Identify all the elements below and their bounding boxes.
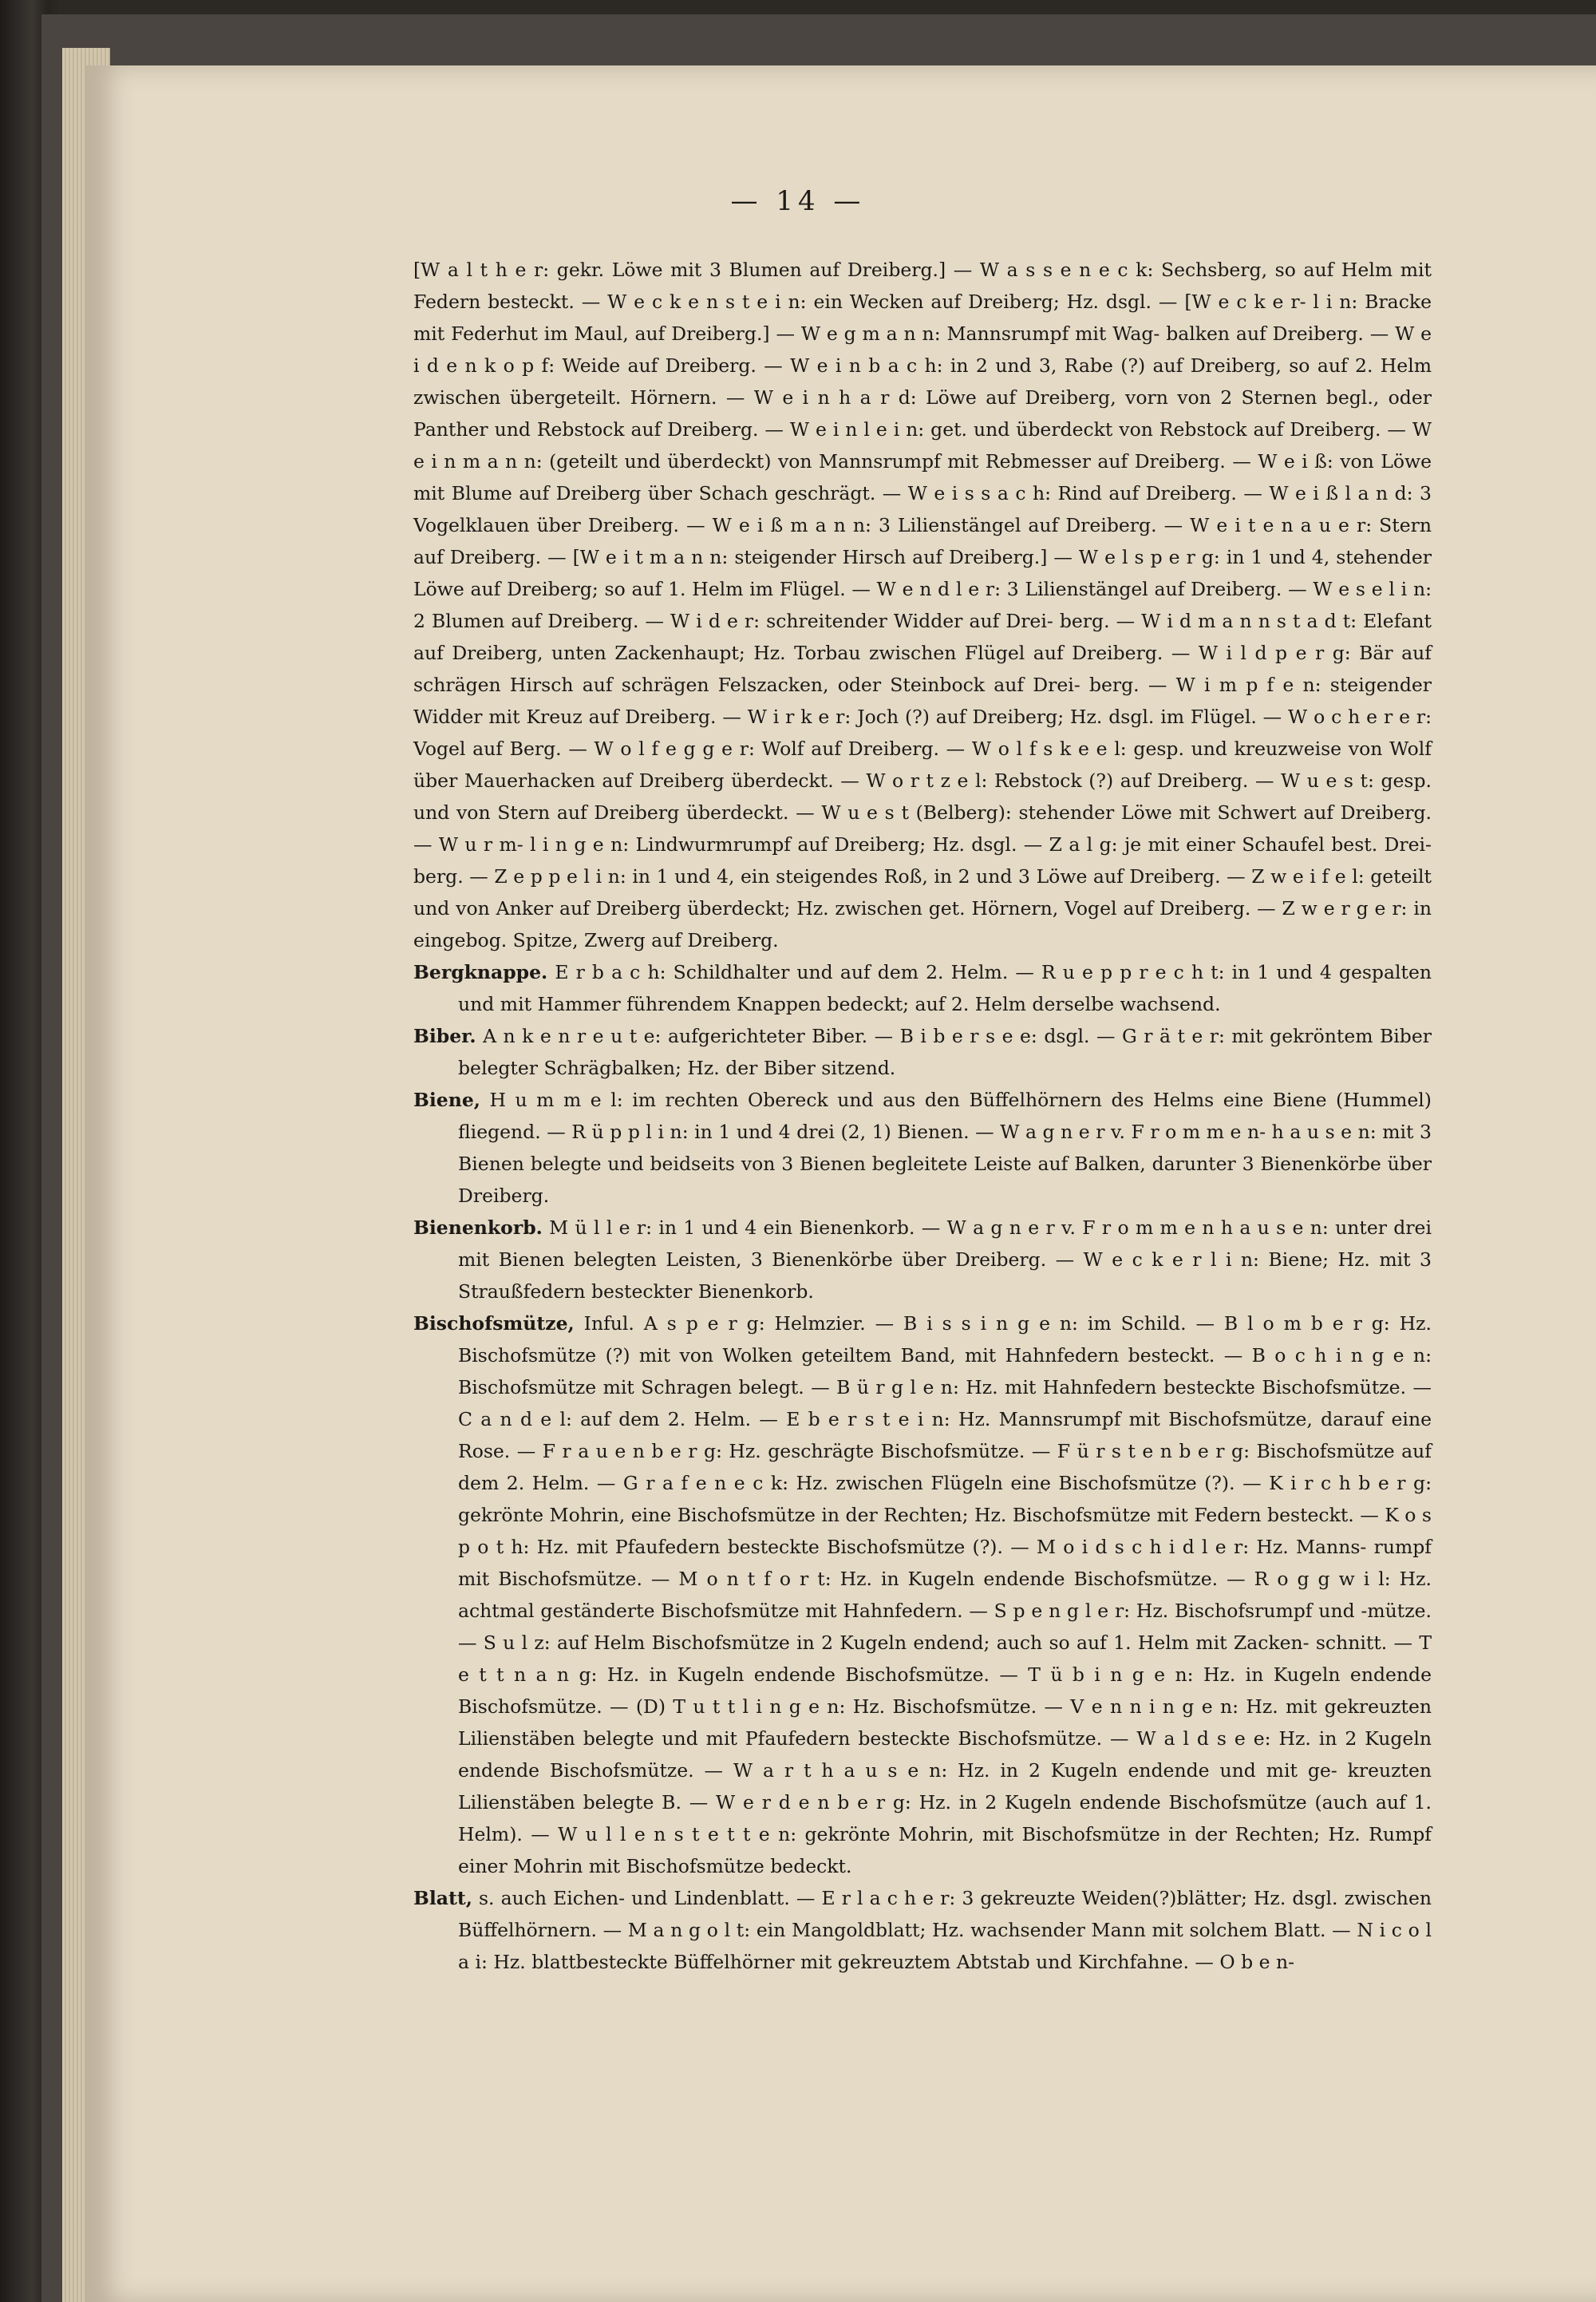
entry-text: H u m m e l: im rechten Obereck und aus den Büffelhörnern des Helms eine Biene (Hummel) fliegend. — R ü p p l i n: in 1 und 4 drei (2, 1) Bienen. — W a g n e r v. F r o m m e n- h a u s e n: mit 3 Bienen belegte und beidseits von 3 Bienen begleitete Leiste auf Balken, darunter 3 Bienenkörbe über Dreiberg. xyxy=(458,1089,1432,1207)
entry-paragraph xyxy=(413,1084,1432,1212)
entry-heading: Bischofsmütze, xyxy=(413,1312,575,1335)
entry-paragraph xyxy=(413,254,1432,956)
entry-text: s. auch Eichen- und Lindenblatt. — E r l a c h e r: 3 gekreuzte Weiden(?)blätter; Hz. dsgl. zwischen Büffelhörnern. — M a n g o l t: ein Mangoldblatt; Hz. wachsender Mann mit solchem Blatt. — N i c o l a i: Hz. blattbesteckte Büffelhörner mit gekreuztem Abtstab und Kirchfahne. — O b e n- xyxy=(458,1887,1432,1973)
page-text xyxy=(413,254,1432,2026)
page-number: — 14 — xyxy=(730,185,866,217)
entry-paragraph xyxy=(413,1307,1432,1882)
entry-text: M ü l l e r: in 1 und 4 ein Bienenkorb. — W a g n e r v. F r o m m e n h a u s e n: unter drei mit Bienen belegten Leisten, 3 Bienenkörbe über Dreiberg. — W e c k e r l i n: Biene; Hz. mit 3 Straußfedern besteckter Bienenkorb. xyxy=(458,1216,1432,1303)
entry-text: A n k e n r e u t e: aufgerichteter Biber. — B i b e r s e e: dsgl. — G r ä t e r: mit gekröntem Biber belegter Schrägbalken; Hz. der Biber sitzend. xyxy=(458,1025,1432,1079)
entry-heading: Blatt, xyxy=(413,1887,472,1909)
entry-text: E r b a c h: Schildhalter und auf dem 2. Helm. — R u e p p r e c h t: in 1 und 4 gespalten und mit Hammer führendem Knappen bedeckt; auf 2. Helm derselbe wachsend. xyxy=(458,961,1432,1015)
entry-text: Inful. A s p e r g: Helmzier. — B i s s i n g e n: im Schild. — B l o m b e r g: Hz. Bischofsmütze (?) mit von Wolken geteiltem Band, mit Hahnfedern besteckt. — B o c h i n g e n: Bischofsmütze mit Schragen belegt. — B ü r g l e n: Hz. mit Hahnfedern besteckte Bischofsmütze. — C a n d e l: auf dem 2. Helm. — E b e r s t e i n: Hz. Mannsrumpf mit Bischofsmütze, darauf eine Rose. — F r a u e n b e r g: Hz. geschrägte Bischofsmütze. — F ü r s t e n b e r g: Bischofsmütze auf dem 2. Helm. — G r a f e n e c k: Hz. zwischen Flügeln eine Bischofsmütze (?). — K i r c h b e r g: gekrönte Mohrin, eine Bischofsmütze in der Rechten; Hz. Bischofsmütze mit Federn besteckt. — K o s p o t h: Hz. mit Pfaufedern besteckte Bischofsmütze (?). — M o i d s c h i d l e r: Hz. Manns- rumpf mit Bischofsmütze. — M o n t f o r t: Hz. in Kugeln endende Bischofsmütze. — R o g g w i l: Hz. achtmal geständerte Bischofsmütze mit Hahnfedern. — S p e n g l e r: Hz. Bischofsrumpf und -mütze. — S u l z: auf Helm Bischofsmütze in 2 Kugeln endend; auch so auf 1. Helm mit Zacken- schnitt. — T e t t n a n g: Hz. in Kugeln endende Bischofsmütze. — T ü b i n g e n: Hz. in Kugeln endende Bischofsmütze. — (D) T u t t l i n g e n: Hz. Bischofsmütze. — V e n n i n g e n: Hz. mit gekreuzten Lilienstäben belegte und mit Pfaufedern besteckte Bischofsmütze. — W a l d s e e: Hz. in 2 Kugeln endende Bischofsmütze. — W a r t h a u s e n: Hz. in 2 Kugeln endende und mit ge- kreuzten Lilienstäben belegte B. — W e r d e n b e r g: Hz. in 2 Kugeln endende Bischofsmütze (auch auf 1. Helm). — W u l l e n s t e t t e n: gekrönte Mohrin, mit Bischofsmütze in der Rechten; Hz. Rumpf einer Mohrin mit Bischofsmütze bedeckt. xyxy=(458,1312,1432,1877)
entry-paragraph xyxy=(413,1212,1432,1307)
entry-paragraph xyxy=(413,1882,1432,1978)
entry-paragraph xyxy=(413,956,1432,1020)
entry-heading: Bergknappe. xyxy=(413,961,548,983)
entry-heading: Bienenkorb. xyxy=(413,1216,543,1239)
entry-text: [W a l t h e r: gekr. Löwe mit 3 Blumen auf Dreiberg.] — W a s s e n e c k: Sechsberg, so auf Helm mit Federn besteckt. — W e c k e n s t e i n: ein Wecken auf Dreiberg; Hz. dsgl. — [W e c k e r- l i n: Bracke mit Federhut im Maul, auf Dreiberg.] — W e g m a n n: Mannsrumpf mit Wag- balken auf Dreiberg. — W e i d e n k o p f: Weide auf Dreiberg. — W e i n b a c h: in 2 und 3, Rabe (?) auf Dreiberg, so auf 2. Helm zwischen übergeteilt. Hörnern. — W e i n h a r d: Löwe auf Dreiberg, vorn von 2 Sternen begl., oder Panther und Rebstock auf Dreiberg. — W e i n l e i n: get. und überdeckt von Rebstock auf Dreiberg. — W e i n m a n n: (geteilt und überdeckt) von Mannsrumpf mit Rebmesser auf Dreiberg. — W e i ß: von Löwe mit Blume auf Dreiberg über Schach geschrägt. — W e i s s a c h: Rind auf Dreiberg. — W e i ß l a n d: 3 Vogelklauen über Dreiberg. — W e i ß m a n n: 3 Lilienstängel auf Dreiberg. — W e i t e n a u e r: Stern auf Dreiberg. — [W e i t m a n n: steigender Hirsch auf Dreiberg.] — W e l s p e r g: in 1 und 4, stehender Löwe auf Dreiberg; so auf 1. Helm im Flügel. — W e n d l e r: 3 Lilienstängel auf Dreiberg. — W e s e l i n: 2 Blumen auf Dreiberg. — W i d e r: schreitender Widder auf Drei- berg. — W i d m a n n s t a d t: Elefant auf Dreiberg, unten Zackenhaupt; Hz. Torbau zwischen Flügel auf Dreiberg. — W i l d p e r g: Bär auf schrägen Hirsch auf schrägen Felszacken, oder Steinbock auf Drei- berg. — W i m p f e n: steigender Widder mit Kreuz auf Dreiberg. — W i r k e r: Joch (?) auf Dreiberg; Hz. dsgl. im Flügel. — W o c h e r e r: Vogel auf Berg. — W o l f e g g e r: Wolf auf Dreiberg. — W o l f s k e e l: gesp. und kreuzweise von Wolf über Mauerhacken auf Dreiberg überdeckt. — W o r t z e l: Rebstock (?) auf Dreiberg. — W u e s t: gesp. und von Stern auf Dreiberg überdeckt. — W u e s t (Belberg): stehender Löwe mit Schwert auf Dreiberg. — W u r m- l i n g e n: Lindwurmrumpf auf Dreiberg; Hz. dsgl. — Z a l g: je mit einer Schaufel best. Drei- berg. — Z e p p e l i n: in 1 und 4, ein steigendes Roß, in 2 und 3 Löwe auf Dreiberg. — Z w e i f e l: geteilt und von Anker auf Dreiberg überdeckt; Hz. zwischen get. Hörnern, Vogel auf Dreiberg. — Z w e r g e r: in eingebog. Spitze, Zwerg auf Dreiberg. xyxy=(413,259,1432,951)
entry-heading: Biber. xyxy=(413,1025,476,1047)
entry-heading: Biene, xyxy=(413,1089,480,1111)
entry-paragraph xyxy=(413,1020,1432,1084)
